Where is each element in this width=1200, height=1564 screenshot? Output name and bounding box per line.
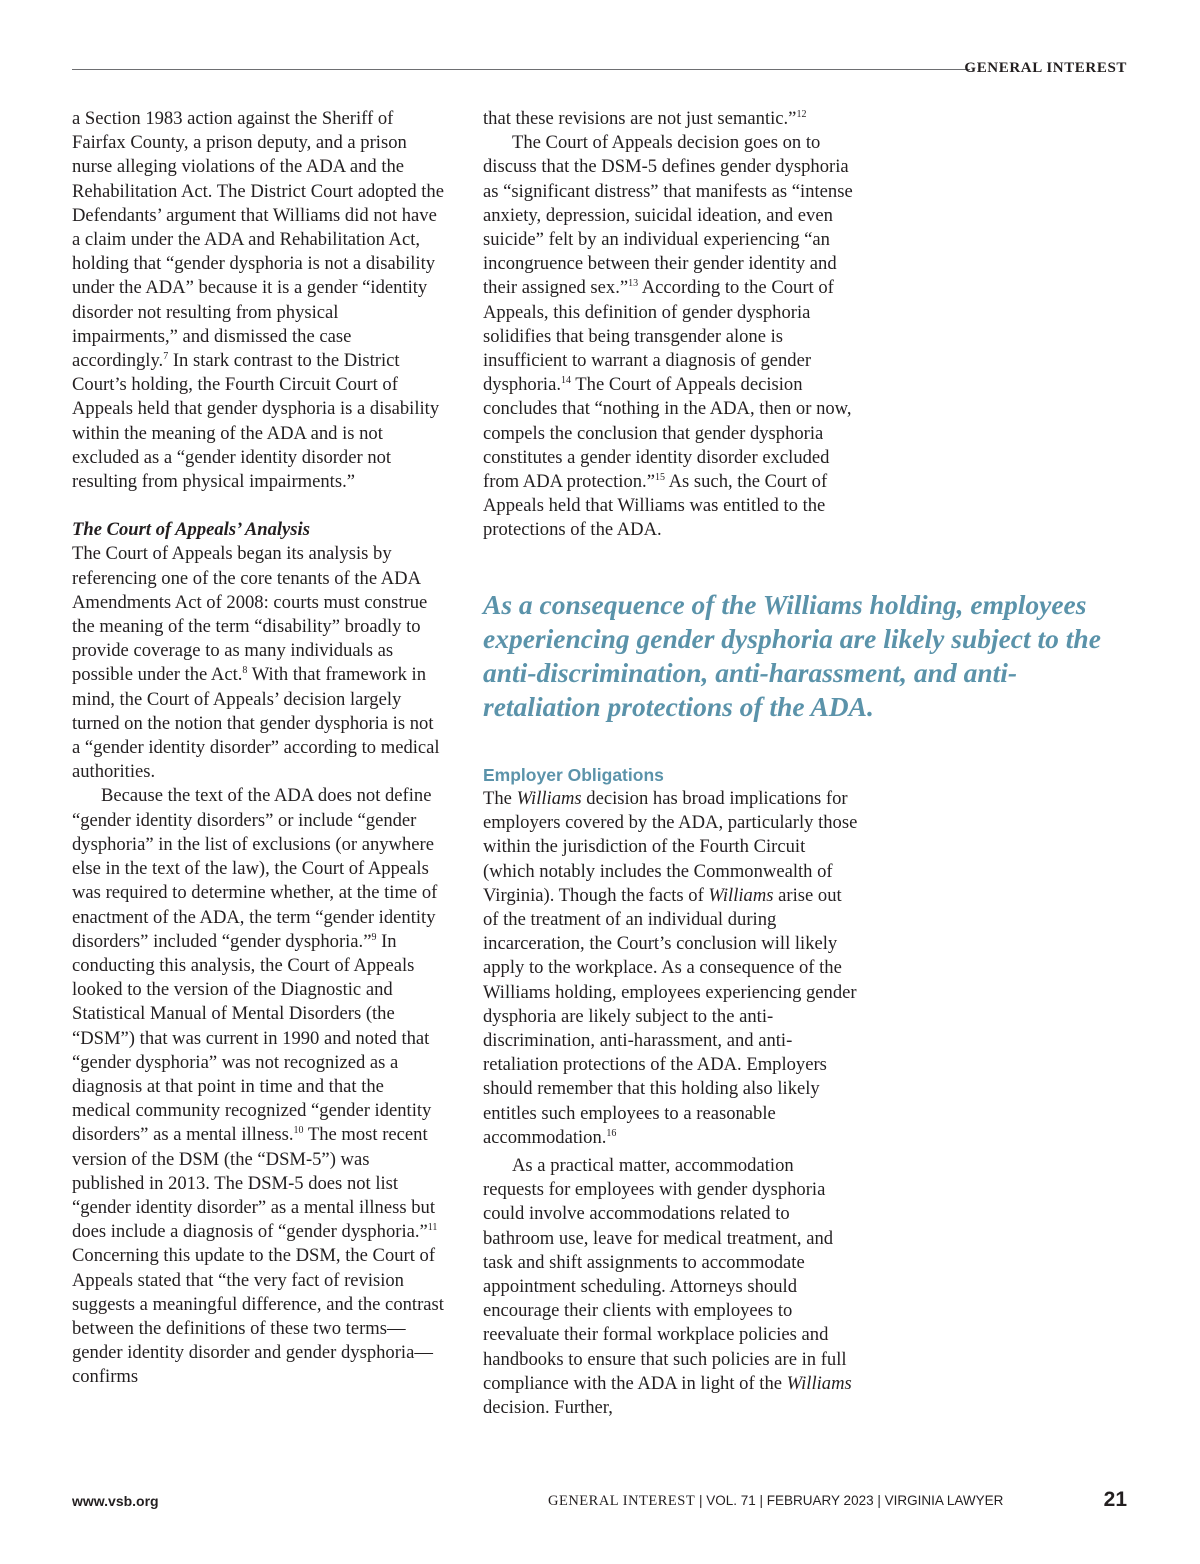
- paragraph-text: Because the text of the ADA does not define “gender identity disorders” or include “gender dysphoria” in the list of exclusions (or anywhere else in the text of the law), the Court of Appeals was required to determine whether, at the time of enactment of the ADA, the term “gender identity disorders” included “gender dysphoria.”: [72, 785, 438, 952]
- case-name: Williams: [708, 884, 774, 906]
- paragraph: [72, 542, 444, 784]
- paragraph-text: The Court of Appeals decision goes on to discuss that the DSM-5 defines gender dysphoria as “significant distress” that manifests as “intense anxiety, depression, suicidal ideation, and even suicide” felt by an individual experiencing “an incongruence between their gender identity and their assigned sex.”: [483, 132, 853, 299]
- right-column-top: [483, 107, 858, 543]
- left-column: [72, 107, 444, 1390]
- paragraph: [483, 131, 858, 542]
- section-heading: The Court of Appeals’ Analysis: [72, 519, 310, 541]
- paragraph-text: arise out of the treatment of an individual during incarceration, the Court’s conclusion will likely apply to the workplace. As a consequence of the Williams holding, employees experiencing gender dysphoria are likely subject to the anti-discrimination, anti-harassment, and anti-retaliation protections of the ADA. Employers should remember that this holding also likely entitles such employees to a reasonable accommodation.: [483, 884, 857, 1148]
- paragraph-text: Concerning this update to the DSM, the Court of Appeals stated that “the very fact of revision suggests a meaningful difference, and the contrast between the definitions of these two terms—gender identity disorder and gender dysphoria—confirms: [72, 1245, 444, 1388]
- footnote-ref: 13: [628, 278, 639, 290]
- paragraph-text: The: [483, 788, 517, 809]
- footnote-ref: 11: [427, 1221, 438, 1233]
- case-name: Williams: [516, 788, 582, 809]
- paragraph-text: The Court of Appeals began its analysis by referencing one of the core tenants of the ADA Amendments Act of 2008: courts must construe the meaning of the term “disability” broadly to provide coverage to as many individuals as possible under the Act.: [72, 543, 428, 686]
- footer-separator: |: [873, 1493, 885, 1508]
- footer-separator: |: [755, 1493, 767, 1508]
- page-number: 21: [1103, 1488, 1127, 1511]
- pull-quote: As a consequence of the Williams holding, employees experiencing gender dysphoria are likely subject to the anti-discrimination, anti-harassment, and anti-retaliation protections of the ADA.: [483, 589, 1101, 722]
- footer-separator: |: [695, 1493, 707, 1508]
- footer-publication: VIRGINIA LAWYER: [884, 1493, 1004, 1508]
- paragraph-text: decision has broad implications for employers covered by the ADA, particularly those within the jurisdiction of the Fourth Circuit (which notably includes the Commonwealth of Virginia). Though the facts of: [483, 788, 858, 906]
- paragraph-text: decision. Further,: [483, 1397, 613, 1419]
- paragraph-text: The most recent version of the DSM (the “DSM-5”) was published in 2013. The DSM-5 does not list “gender identity disorder” as a mental illness but does include a diagnosis of “gender dysphoria.”: [72, 1124, 435, 1243]
- paragraph-text: In conducting this analysis, the Court of Appeals looked to the version of the Diagnostic and Statistical Manual of Mental Disorders (the “DSM”) that was current in 1990 and noted that “gender dysphoria” was not recognized as a diagnosis at that point in time and that the medical community recognized “gender identity disorders” as a mental illness.: [72, 930, 432, 1146]
- paragraph-text: The Court of Appeals decision concludes that “nothing in the ADA, then or now, compels the conclusion that gender dysphoria constitutes a gender identity disorder excluded from ADA protection.”: [483, 374, 852, 493]
- footnote-ref: 10: [293, 1125, 304, 1137]
- footnote-ref: 16: [606, 1127, 617, 1139]
- footnote-ref: 14: [560, 375, 571, 387]
- paragraph-text: As a practical matter, accommodation requests for employees with gender dysphoria could involve accommodations related to bathroom use, leave for medical treatment, and task and shift assignments to accommodate appointment scheduling. Attorneys should encourage their clients with employees to reevaluate their formal workplace policies and handbooks to ensure that such policies are in full compliance with the ADA in light of the: [483, 1155, 847, 1394]
- paragraph-text: a Section 1983 action against the Sheriff of Fairfax County, a prison deputy, and a prison nurse alleging violations of the ADA and the Rehabilitation Act. The District Court adopted the Defendants’ argument that Williams did not have a claim under the ADA and Rehabilitation Act, holding that “gender dysphoria is not a disability under the ADA” because it is a gender “identity disorder not resulting from physical impairments,” and dismissed the case accordingly.: [72, 108, 444, 372]
- paragraph-text: According to the Court of Appeals, this definition of gender dysphoria solidifies that being transgender alone is insufficient to warrant a diagnosis of gender dysphoria.: [483, 277, 834, 396]
- footnote-ref: 15: [654, 471, 665, 483]
- footnote-ref: 8: [242, 665, 248, 677]
- header-rule: [72, 69, 970, 70]
- paragraph: [483, 1154, 858, 1420]
- right-column-bottom: [483, 763, 858, 1420]
- section-label: GENERAL INTEREST: [964, 60, 1127, 76]
- footer-date: FEBRUARY 2023: [766, 1493, 874, 1508]
- paragraph: [483, 787, 858, 1150]
- paragraph-text: that these revisions are not just semantic.”: [483, 108, 797, 129]
- footer-volume: VOL. 71: [706, 1493, 756, 1508]
- case-name: Williams: [786, 1372, 852, 1394]
- paragraph-text: As such, the Court of Appeals held that Williams was entitled to the protections of the ADA.: [483, 471, 828, 541]
- footer-url: www.vsb.org: [72, 1493, 159, 1509]
- footer-running-title: [548, 1493, 1003, 1510]
- footnote-ref: 9: [371, 931, 377, 943]
- paragraph-text: In stark contrast to the District Court’s holding, the Fourth Circuit Court of Appeals held that gender dysphoria is a disability within the meaning of the ADA and is not excluded as a “gender identity disorder not resulting from physical impairments.”: [72, 350, 440, 493]
- paragraph: [483, 107, 858, 131]
- paragraph: [72, 784, 444, 1389]
- footer-section: GENERAL INTEREST: [548, 1493, 696, 1509]
- footnote-ref: 12: [796, 108, 807, 120]
- footnote-ref: 7: [163, 350, 169, 362]
- paragraph: [72, 107, 444, 494]
- paragraph-text: With that framework in mind, the Court of Appeals’ decision largely turned on the notion that gender dysphoria is not a “gender identity disorder” according to medical authorities.: [72, 664, 440, 783]
- subheading: Employer Obligations: [483, 765, 664, 785]
